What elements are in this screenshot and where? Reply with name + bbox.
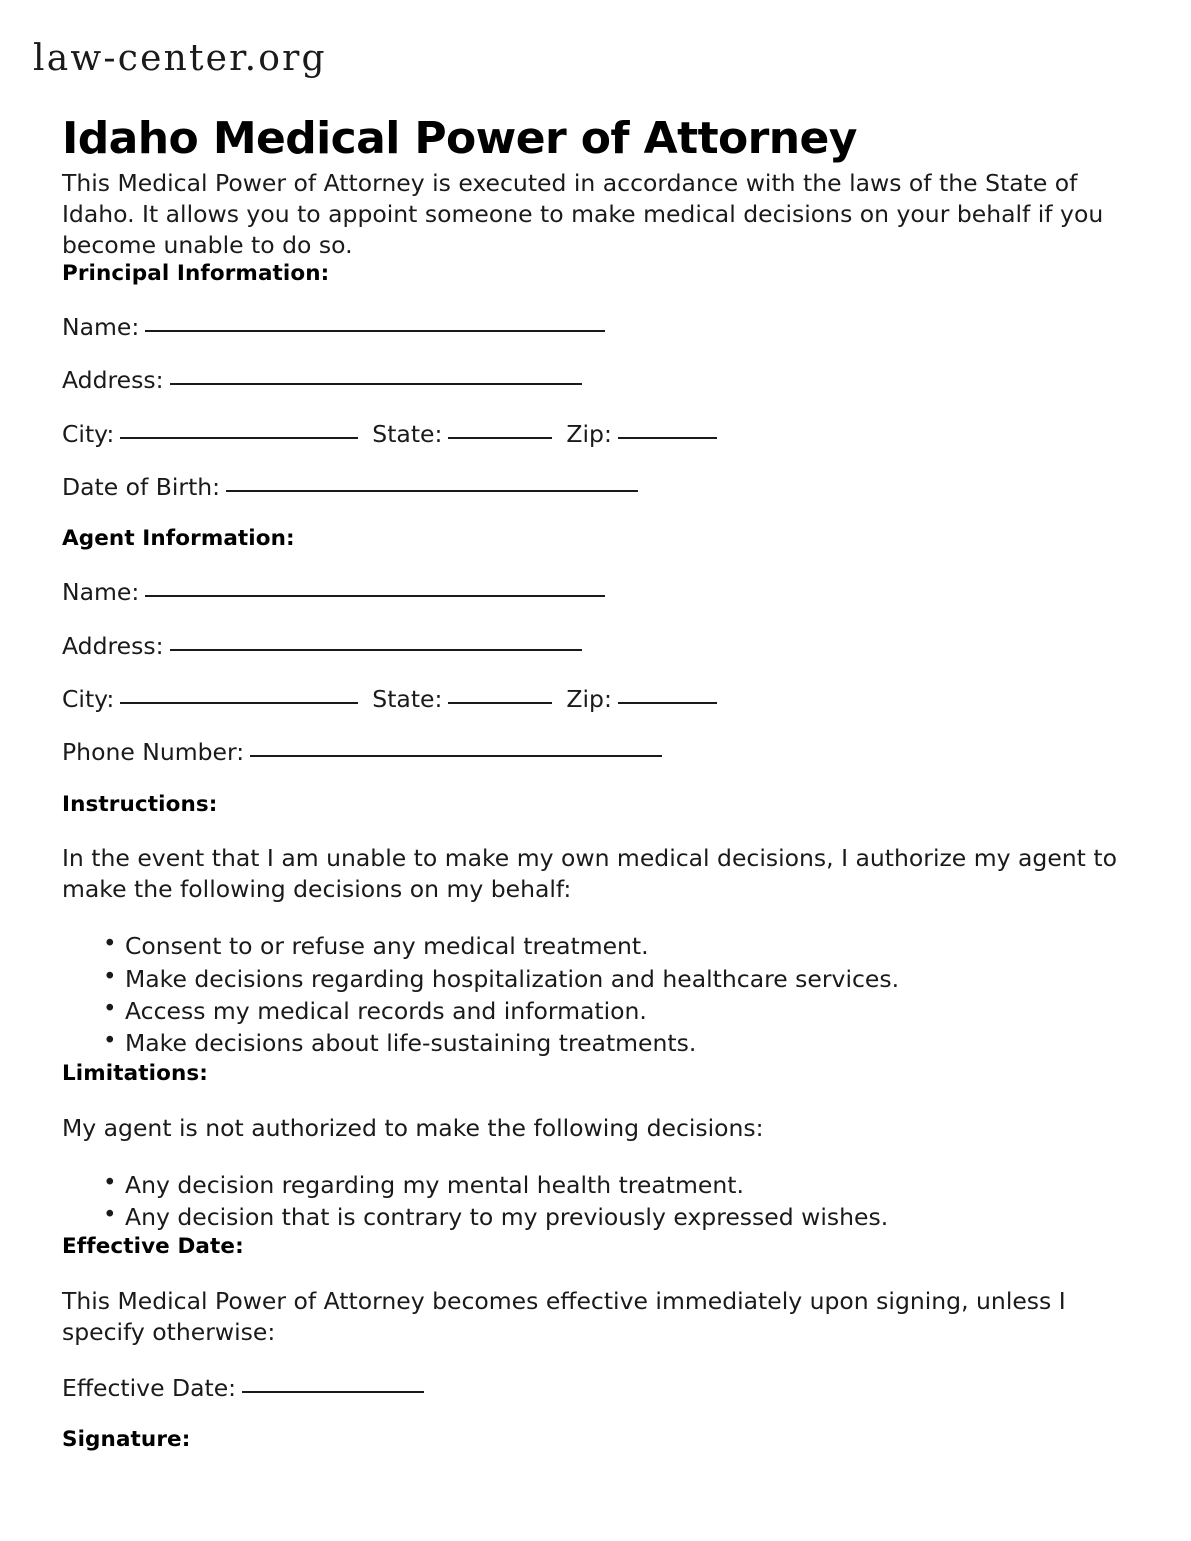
document-body (62, 168, 1117, 1479)
principal-name-blank[interactable] (145, 330, 605, 332)
agent-address-label: Address: (62, 631, 164, 660)
signature-heading: Signature: (62, 1427, 191, 1453)
effective-date-paragraph: This Medical Power of Attorney becomes effective immediately upon signing, unless I specify otherwise: (62, 1286, 1066, 1346)
agent-information-heading: Agent Information: (62, 526, 295, 552)
principal-dob-label: Date of Birth: (62, 472, 221, 501)
principal-name-row (62, 313, 1117, 342)
agent-city-label: City: (62, 684, 115, 713)
list-item: • Consent to or refuse any medical treatment. (103, 931, 1117, 961)
agent-city-state-zip-row (62, 685, 1117, 714)
limitations-paragraph: My agent is not authorized to make the following decisions: (62, 1113, 764, 1142)
principal-city-label: City: (62, 419, 115, 448)
agent-zip-label: Zip: (566, 684, 612, 713)
list-item: • Any decision regarding my mental health treatment. (103, 1170, 1117, 1200)
effective-date-blank[interactable] (242, 1391, 424, 1393)
list-item: • Access my medical records and information. (103, 996, 1117, 1026)
agent-state-blank[interactable] (448, 702, 552, 704)
agent-address-row (62, 632, 1117, 661)
agent-address-blank[interactable] (170, 649, 582, 651)
agent-name-label: Name: (62, 578, 140, 607)
page-title: Idaho Medical Power of Attorney (62, 113, 857, 165)
principal-name-label: Name: (62, 312, 140, 341)
effective-date-heading: Effective Date: (62, 1234, 244, 1260)
principal-city-blank[interactable] (120, 437, 358, 439)
agent-city-blank[interactable] (120, 702, 358, 704)
agent-phone-row (62, 738, 1117, 767)
principal-state-blank[interactable] (448, 437, 552, 439)
list-item: • Any decision that is contrary to my previously expressed wishes. (103, 1202, 1117, 1232)
limitations-section (62, 1061, 1117, 1232)
principal-address-row (62, 366, 1117, 395)
instructions-section (62, 792, 1117, 1059)
principal-information-section (62, 261, 1117, 502)
principal-zip-label: Zip: (566, 419, 612, 448)
list-item: • Make decisions about life-sustaining treatments. (103, 1028, 1117, 1058)
effective-date-row (62, 1374, 1117, 1403)
principal-dob-row (62, 473, 1117, 502)
agent-state-label: State: (372, 684, 443, 713)
signature-section (62, 1427, 1117, 1453)
instructions-paragraph: In the event that I am unable to make my own medical decisions, I authorize my agent to make the following decisions on my behalf: (62, 844, 1117, 904)
list-item: • Make decisions regarding hospitalization and healthcare services. (103, 964, 1117, 994)
agent-name-blank[interactable] (145, 595, 605, 597)
intro-paragraph: This Medical Power of Attorney is executed in accordance with the laws of the State of Idaho. It allows you to appoint someone to make medical decisions on your behalf if you become unable to do so. (62, 169, 1104, 260)
site-brand: law-center.org (33, 38, 327, 79)
agent-phone-blank[interactable] (250, 755, 662, 757)
agent-name-row (62, 578, 1117, 607)
agent-information-section (62, 526, 1117, 767)
principal-address-blank[interactable] (170, 383, 582, 385)
principal-dob-blank[interactable] (226, 490, 638, 492)
principal-address-label: Address: (62, 366, 164, 395)
effective-date-section (62, 1234, 1117, 1403)
spacer (62, 1348, 1117, 1374)
instructions-list (62, 931, 1117, 1058)
agent-zip-blank[interactable] (618, 702, 717, 704)
principal-state-label: State: (372, 419, 443, 448)
principal-city-state-zip-row (62, 420, 1117, 449)
limitations-list (62, 1170, 1117, 1233)
principal-information-heading: Principal Information: (62, 261, 330, 287)
instructions-heading: Instructions: (62, 791, 218, 817)
effective-date-label: Effective Date: (62, 1373, 237, 1402)
limitations-heading: Limitations: (62, 1060, 208, 1086)
principal-zip-blank[interactable] (618, 437, 717, 439)
agent-phone-label: Phone Number: (62, 738, 245, 767)
